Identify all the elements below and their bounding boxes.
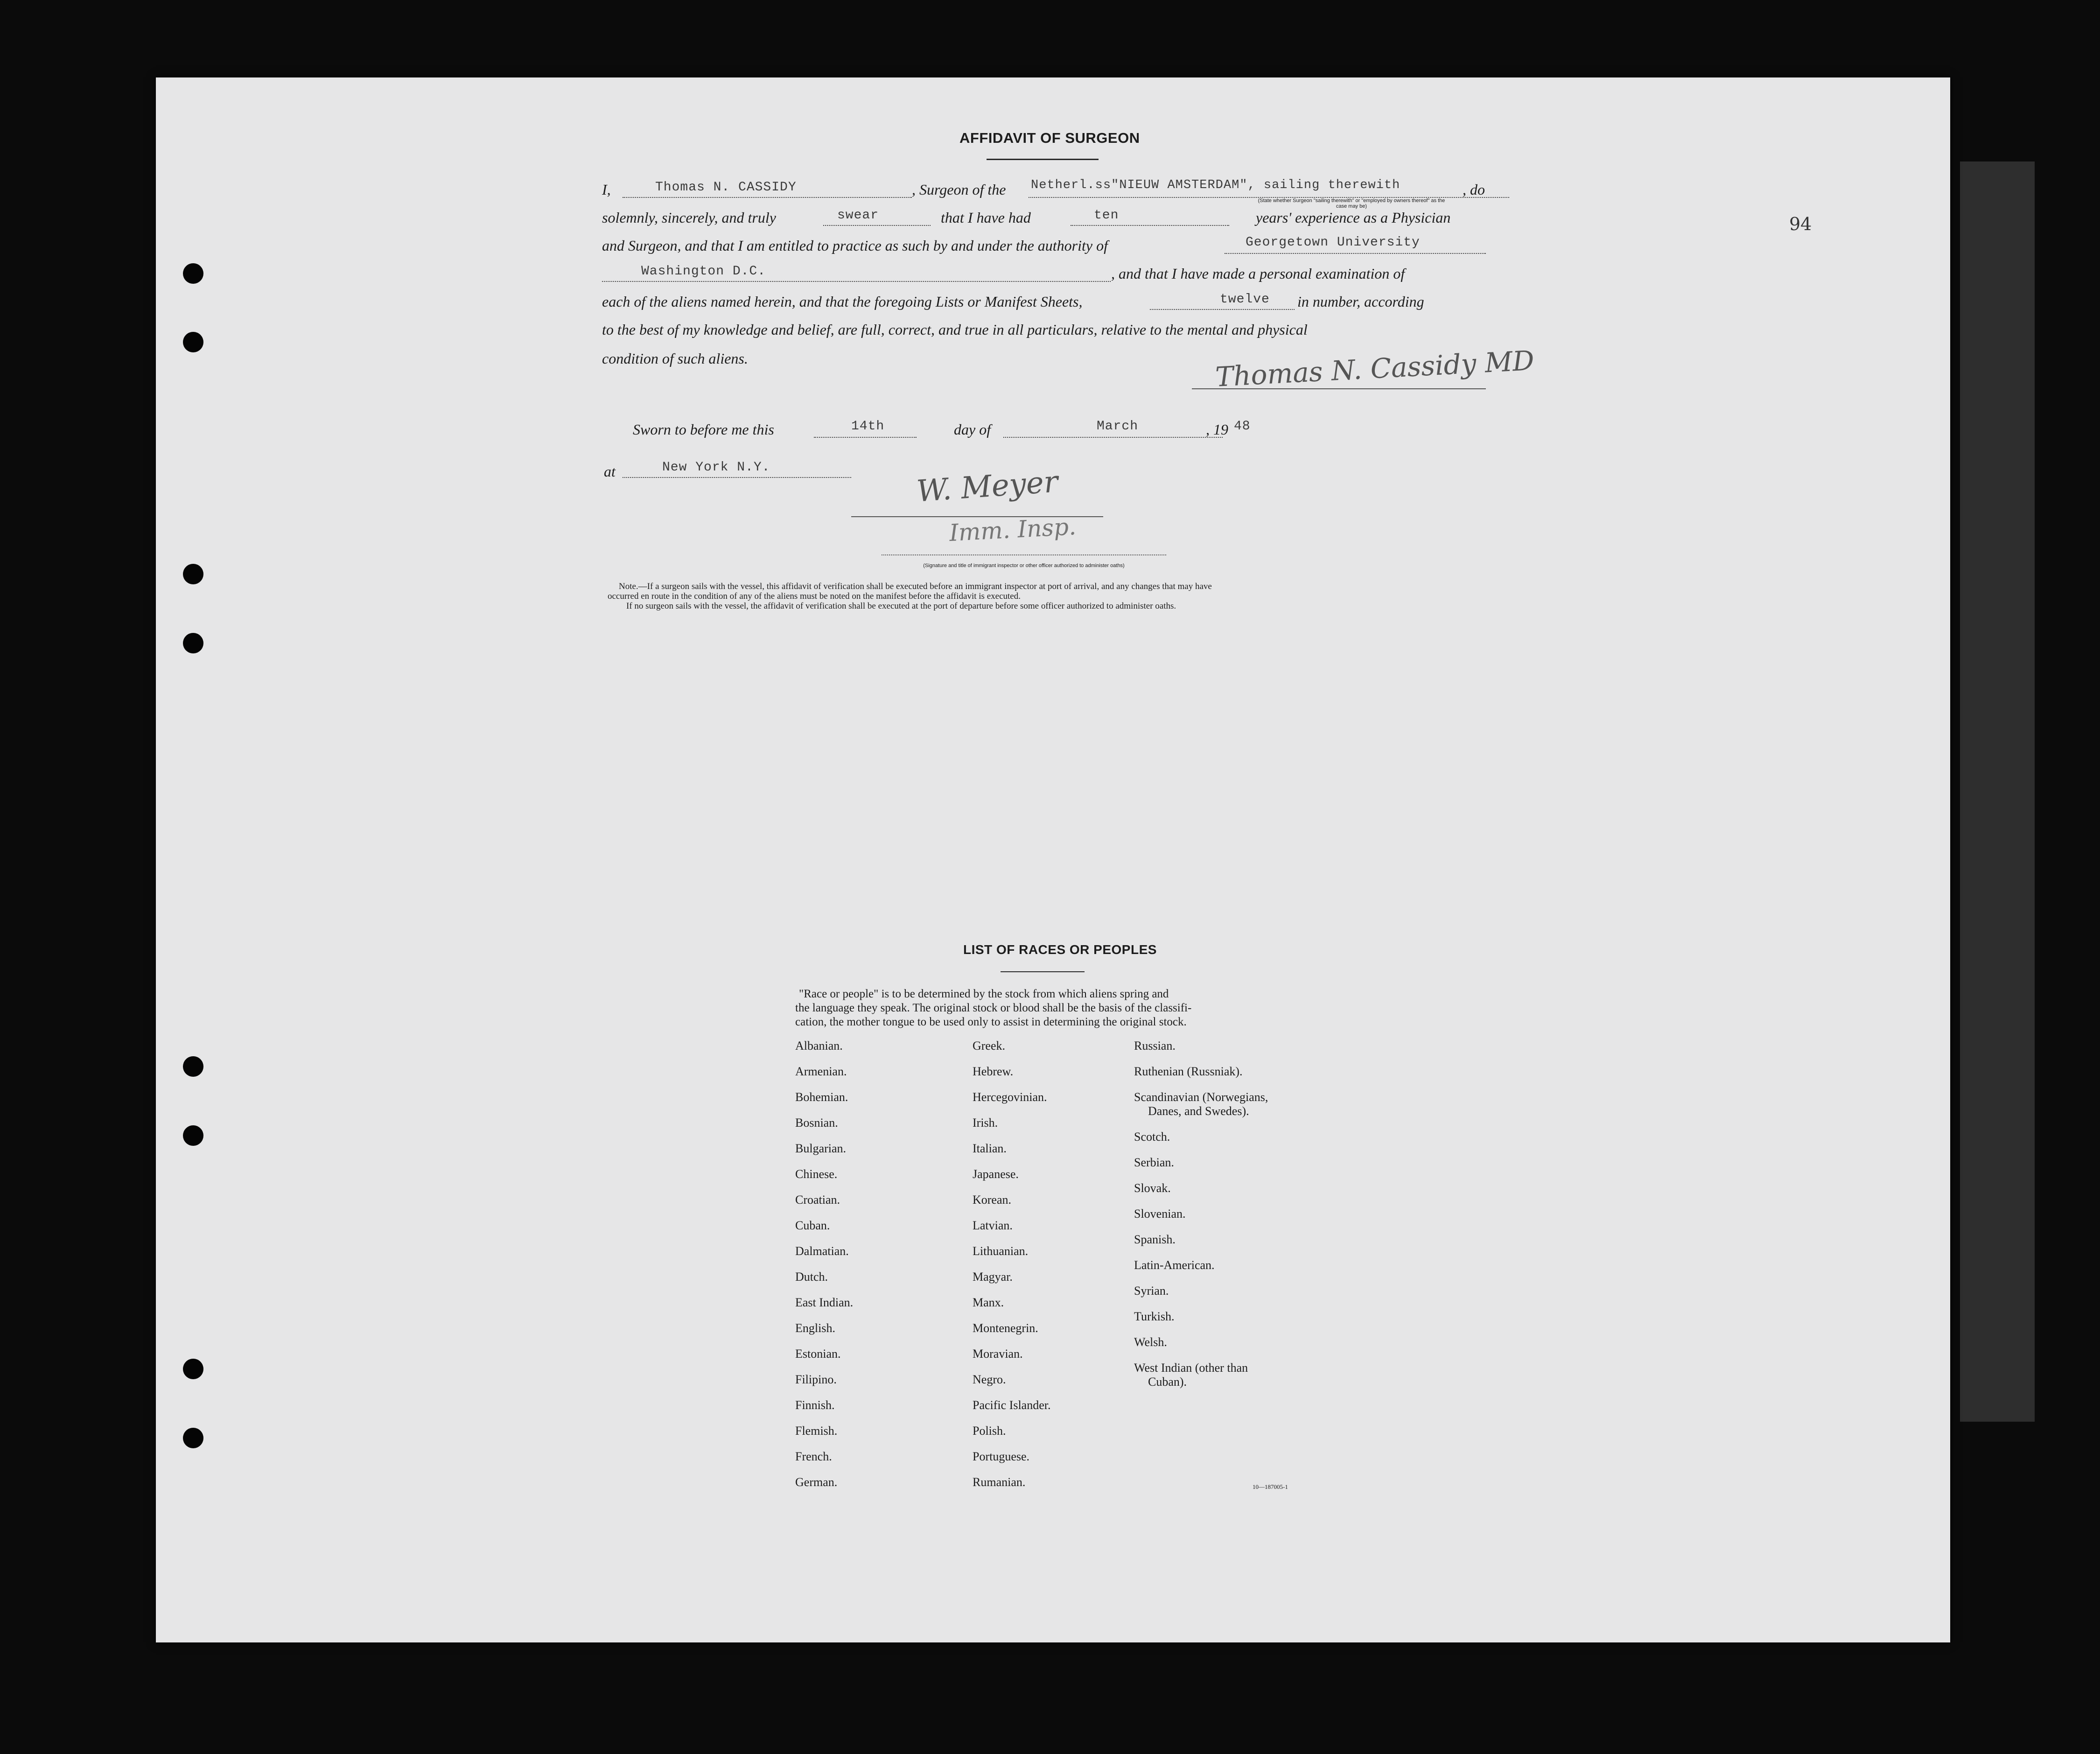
race-item: Dutch. — [795, 1270, 828, 1284]
surgeon-signature: Thomas N. Cassidy MD — [1214, 344, 1535, 393]
race-item: Slovenian. — [1134, 1207, 1186, 1221]
place: New York N.Y. — [662, 460, 770, 475]
race-item: Slovak. — [1134, 1181, 1171, 1195]
sworn-month-line — [1003, 437, 1223, 438]
line3-a: and Surgeon, and that I am entitled to practice as such by and under the authority of — [602, 237, 1108, 254]
race-item: French. — [795, 1450, 832, 1463]
race-item: Chinese. — [795, 1167, 838, 1181]
race-item: Latvian. — [973, 1219, 1013, 1232]
vessel-note: (State whether Surgeon "sailing therewith" or "employed by owners thereof" as the case may be) — [1258, 198, 1445, 209]
race-item: Estonian. — [795, 1347, 841, 1361]
sworn-month: March — [1097, 419, 1139, 434]
sworn-dayof: day of — [954, 421, 991, 438]
punch-hole — [183, 564, 203, 584]
races-intro-2: the language they speak. The original stock or blood shall be the basis of the classifi- — [795, 1002, 1192, 1014]
inspector-caption: (Signature and title of immigrant inspector or other officer authorized to administer oaths) — [923, 563, 1125, 568]
sheets-line — [1150, 309, 1295, 310]
line2-c: years' experience as a Physician — [1256, 209, 1451, 226]
inspector-title: Imm. Insp. — [948, 512, 1077, 547]
line1-end: , do — [1463, 181, 1485, 198]
surgeon-name: Thomas N. CASSIDY — [655, 180, 797, 195]
race-item: Lithuanian. — [973, 1244, 1029, 1258]
race-item: Welsh. — [1134, 1335, 1167, 1349]
races-intro-1: "Race or people" is to be determined by the stock from which aliens spring and — [799, 988, 1169, 1000]
race-item: East Indian. — [795, 1296, 854, 1309]
race-item: Latin-American. — [1134, 1258, 1215, 1272]
sworn-year: 48 — [1234, 419, 1251, 434]
line1-prefix: I, — [602, 181, 611, 198]
race-item: Japanese. — [973, 1167, 1019, 1181]
race-item: Irish. — [973, 1116, 998, 1130]
document-sheet — [156, 77, 1950, 1642]
punch-hole — [183, 332, 203, 352]
race-item: Danes, and Swedes). — [1148, 1104, 1249, 1118]
note-line2: occurred en route in the condition of any of the aliens must be noted on the manifest before the affidavit is executed. — [608, 591, 1021, 601]
race-item: Croatian. — [795, 1193, 840, 1207]
race-item: Portuguese. — [973, 1450, 1030, 1463]
race-item: Armenian. — [795, 1065, 847, 1078]
sworn-prefix: Sworn to before me this — [633, 421, 774, 438]
race-item: Magyar. — [973, 1270, 1013, 1284]
sworn-day-line — [814, 437, 917, 438]
race-item: Cuban. — [795, 1219, 830, 1232]
adjacent-page-edge — [1960, 161, 2035, 1422]
surgeon-name-line — [623, 197, 912, 198]
affidavit-title: AFFIDAVIT OF SURGEON — [959, 130, 1140, 146]
race-item: Russian. — [1134, 1039, 1176, 1052]
oath-word: swear — [837, 208, 879, 223]
race-item: Scotch. — [1134, 1130, 1170, 1144]
line2-b: that I have had — [941, 209, 1031, 226]
race-item: Pacific Islander. — [973, 1398, 1051, 1412]
inspector-signature: W. Meyer — [915, 464, 1059, 509]
note-line3: If no surgeon sails with the vessel, the affidavit of verification shall be executed at the port of departure before some officer authorized to administer oaths. — [626, 601, 1176, 611]
race-item: Finnish. — [795, 1398, 835, 1412]
authority-line — [1225, 253, 1486, 254]
race-item: Scandinavian (Norwegians, — [1134, 1090, 1268, 1104]
race-item: Syrian. — [1134, 1284, 1169, 1298]
races-title-rule — [1001, 971, 1085, 972]
sworn-day: 14th — [851, 419, 885, 434]
race-item: Italian. — [973, 1142, 1007, 1155]
inspector-title-line — [882, 554, 1166, 555]
punch-hole — [183, 1125, 203, 1146]
line7: condition of such aliens. — [602, 350, 748, 367]
race-item: Montenegrin. — [973, 1321, 1038, 1335]
line1-mid: , Surgeon of the — [912, 181, 1006, 198]
oath-line — [823, 225, 931, 226]
years-line — [1071, 225, 1229, 226]
race-item: Serbian. — [1134, 1156, 1174, 1169]
race-item: Polish. — [973, 1424, 1006, 1438]
race-item: Spanish. — [1134, 1233, 1176, 1246]
race-item: Rumanian. — [973, 1475, 1026, 1489]
race-item: Turkish. — [1134, 1310, 1175, 1323]
sworn-year-prefix: , 19 — [1206, 421, 1228, 438]
race-item: English. — [795, 1321, 835, 1335]
race-item: Negro. — [973, 1373, 1006, 1386]
line5-a: each of the aliens named herein, and that the foregoing Lists or Manifest Sheets, — [602, 293, 1083, 310]
race-item: West Indian (other than — [1134, 1361, 1248, 1375]
race-item: Bulgarian. — [795, 1142, 847, 1155]
punch-hole — [183, 633, 203, 653]
line4-b: , and that I have made a personal examination of — [1111, 265, 1405, 282]
race-item: Manx. — [973, 1296, 1004, 1309]
race-item: Bohemian. — [795, 1090, 848, 1104]
sheets-count: twelve — [1220, 292, 1270, 307]
form-code: 10—187005-1 — [1253, 1483, 1288, 1490]
line2-a: solemnly, sincerely, and truly — [602, 209, 776, 226]
races-title: LIST OF RACES OR PEOPLES — [963, 942, 1157, 957]
race-item: Ruthenian (Russniak). — [1134, 1065, 1243, 1078]
authority-place: Washington D.C. — [641, 264, 766, 279]
race-item: German. — [795, 1475, 838, 1489]
place-line — [623, 477, 851, 478]
note-line1: Note.—If a surgeon sails with the vessel, this affidavit of verification shall be executed before an immigrant inspector at port of arrival, and any changes that may have — [619, 582, 1212, 591]
years-count: ten — [1094, 208, 1119, 223]
at-label: at — [604, 463, 616, 480]
authority: Georgetown University — [1246, 235, 1420, 250]
punch-hole — [183, 263, 203, 284]
race-item: Dalmatian. — [795, 1244, 849, 1258]
race-item: Bosnian. — [795, 1116, 838, 1130]
punch-hole — [183, 1428, 203, 1448]
race-item: Albanian. — [795, 1039, 843, 1052]
authority-place-line — [602, 281, 1111, 282]
line5-b: in number, according — [1297, 293, 1424, 310]
race-item: Korean. — [973, 1193, 1012, 1207]
race-item: Greek. — [973, 1039, 1006, 1052]
race-item: Hebrew. — [973, 1065, 1014, 1078]
races-intro-3: cation, the mother tongue to be used only to assist in determining the original stock. — [795, 1016, 1187, 1028]
punch-hole — [183, 1056, 203, 1077]
line6: to the best of my knowledge and belief, are full, correct, and true in all particulars, relative to the mental and physical — [602, 321, 1308, 338]
race-item: Moravian. — [973, 1347, 1023, 1361]
title-rule — [987, 159, 1099, 160]
vessel-name: Netherl.ss"NIEUW AMSTERDAM", sailing therewith — [1031, 178, 1400, 192]
race-item: Cuban). — [1148, 1375, 1187, 1389]
race-item: Filipino. — [795, 1373, 837, 1386]
race-item: Flemish. — [795, 1424, 838, 1438]
race-item: Hercegovinian. — [973, 1090, 1047, 1104]
page-number: 94 — [1789, 214, 1812, 234]
punch-hole — [183, 1359, 203, 1379]
